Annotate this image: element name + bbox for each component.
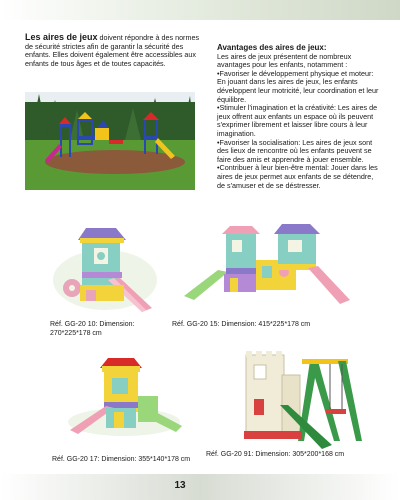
product-image-gg2017 bbox=[62, 350, 187, 440]
intro-text: doivent répondre à des normes de sécurité strictes afin de garantir la sécurité des enfants. Elles doivent également être accessibles aux enfants de tous âges et de toutes capacités. bbox=[25, 33, 200, 68]
product-caption: Réf. GG-20 10: Dimension: 270*225*178 cm bbox=[50, 321, 135, 337]
header-band bbox=[0, 0, 400, 20]
benefits-line: •Stimuler l'imagination et la créativité: Les aires de jeux offrent aux enfants un espace où ils peuvent s'exprimer librement et laisser libre cours à leur imagination. bbox=[217, 103, 378, 138]
product-image-gg2091 bbox=[240, 345, 365, 450]
benefits-line: Les aires de jeux présentent de nombreux avantages pour les enfants, notamment : bbox=[217, 51, 352, 70]
playground-photo bbox=[25, 92, 195, 190]
benefits-section bbox=[217, 44, 379, 190]
page-number: 13 bbox=[174, 480, 186, 491]
intro-paragraph bbox=[25, 33, 205, 68]
product-caption: Réf. GG-20 15: Dimension: 415*225*178 cm bbox=[172, 321, 311, 328]
product-image-gg2010 bbox=[50, 220, 160, 315]
product-caption: Réf. GG-20 17: Dimension: 355*140*178 cm bbox=[52, 456, 191, 463]
benefits-line: •Contribuer à leur bien-être mental: Jouer dans les aires de jeux permet aux enfants de se détendre, de s'amuser et de se déstresser. bbox=[217, 163, 378, 190]
product-image-gg2015 bbox=[178, 220, 358, 310]
benefits-title: Avantages des aires de jeux: bbox=[217, 43, 327, 52]
benefits-line: •Favoriser la socialisation: Les aires de jeux sont des lieux de rencontre où les enfants peuvent se faire des amis et apprendre à jouer ensemble. bbox=[217, 137, 373, 164]
benefits-line: •Favoriser le développement physique et moteur: En jouant dans les aires de jeux, les enfants développent leur motricité, leur coordination et leur équilibre. bbox=[217, 68, 379, 104]
product-caption: Réf. GG-20 91: Dimension: 305*200*168 cm bbox=[206, 451, 345, 458]
intro-bold: Les aires de jeux bbox=[25, 32, 98, 42]
